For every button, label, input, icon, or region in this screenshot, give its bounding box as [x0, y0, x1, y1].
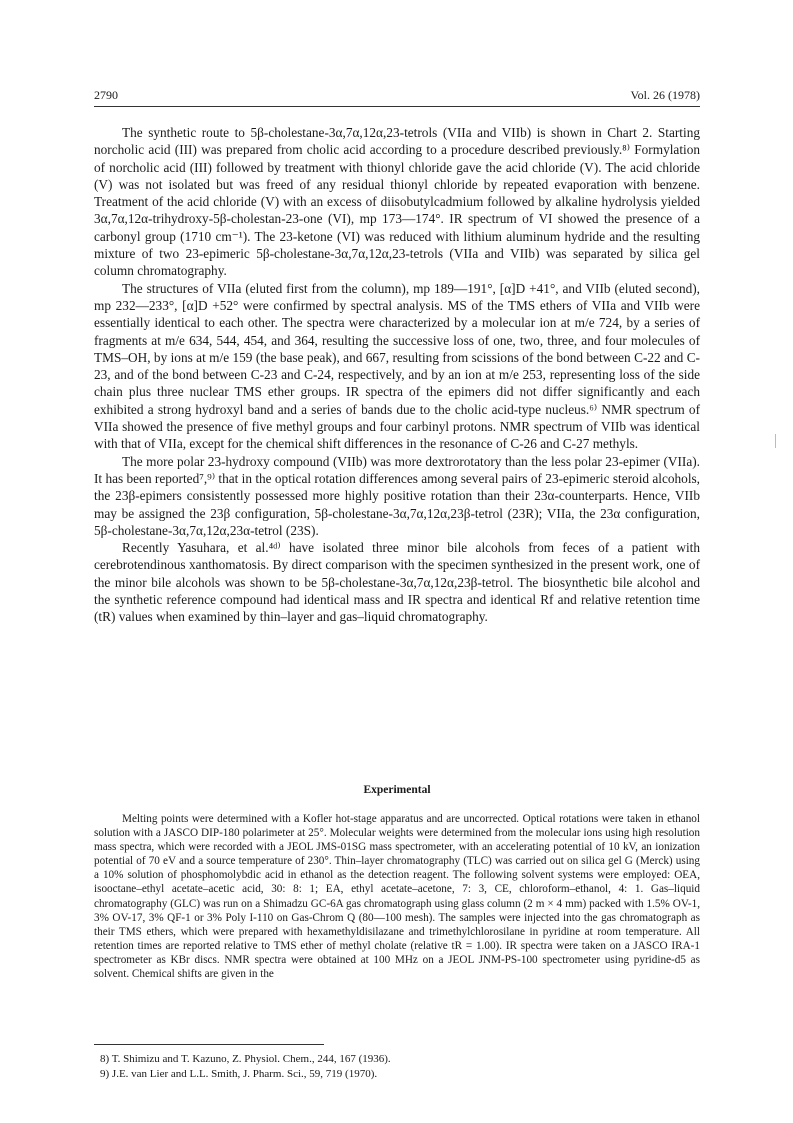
- page-number: 2790: [94, 88, 118, 102]
- paragraph-structures: The structures of VIIa (eluted first from the column), mp 189—191°, [α]D +41°, and VIIb (eluted second), mp 232—233°, [α]D +52° were confirmed by spectral analysis. MS of the TMS ethers of VIIa and VIIb were essentially identical to each other. The spectra were characterized by a molecular ion at m/e 724, by a series of fragments at m/e 634, 544, 454, and 364, resulting the successive loss of one, two, three, and four molecules of TMS–OH, by ions at m/e 159 (the base peak), and 667, resulting from scissions of the bond between C-22 and C-23, and of the bond between C-23 and C-24, respectively, and by an ion at m/e 253, representing loss of the side chain plus three nuclear TMS ether groups. IR spectra of the epimers did not differ significantly and each exhibited a strong hydroxyl band and a series of bands due to the cholic acid-type nucleus.⁶⁾ NMR spectrum of VIIa showed the presence of five methyl groups and four carbinyl protons. NMR spectrum of VIIb was identical with that of VIIa, except for the chemical shift differences in the resonance of C-26 and C-27 methyls.: [94, 280, 700, 452]
- paragraph-yasuhara: Recently Yasuhara, et al.⁴ᵈ⁾ have isolated three minor bile alcohols from feces of a patient with cerebrotendinous xanthomatosis. By direct comparison with the specimen synthesized in the present work, one of the minor bile alcohols was shown to be 5β-cholestane-3α,7α,12α,23β-tetrol. The biosynthetic bile alcohol and the synthetic reference compound had identical mass and IR spectra and identical Rf and relative retention time (tR) values when examined by thin–layer and gas–liquid chromatography.: [94, 540, 700, 625]
- header-rule: [94, 106, 700, 107]
- section-heading-experimental: Experimental: [363, 784, 431, 796]
- main-text: [94, 124, 700, 626]
- paragraph-polar-compound: The more polar 23-hydroxy compound (VIIb) was more dextrorotatory than the less polar 23-epimer (VIIa). It has been reported⁷,⁹⁾ that in the optical rotation differences among several pairs of 23-epimeric steroid alcohols, the 23β-epimers consistently possessed more highly positive rotation than their 23α-counterparts. Hence, VIIb may be assigned the 23β configuration, 5β-cholestane-3α,7α,12α,23β-tetrol (23R); VIIa, the 23α configuration, 5β-cholestane-3α,7α,12α,23α-tetrol (23S).: [94, 453, 701, 538]
- paragraph-synthetic-route: The synthetic route to 5β-cholestane-3α,7α,12α,23-tetrols (VIIa and VIIb) is shown in Chart 2. Starting norcholic acid (III) was prepared from cholic acid according to a procedure described previously.⁸⁾ Formylation of norcholic acid (III) followed by treatment with thionyl chloride gave the acid chloride (V). The acid chloride (V) was not isolated but was freed of any residual thionyl chloride by repeated evaporation with benzene. Treatment of the acid chloride (V) with an excess of diisobutylcadmium followed by alkaline hydrolysis yielded 3α,7α,12α-trihydroxy-5β-cholestan-23-one (VI), mp 173—174°. IR spectrum of VI showed the presence of a carbonyl group (1710 cm⁻¹). The 23-ketone (VI) was reduced with lithium aluminum hydride and the resulting mixture of two 23-epimeric 5β-cholestane-3α,7α,12α,23-tetrols (VIIa and VIIb) was separated by silica gel column chromatography.: [94, 125, 700, 279]
- footnote-8: 8) T. Shimizu and T. Kazuno, Z. Physiol. Chem., 244, 167 (1936).: [100, 1053, 391, 1065]
- paragraph-experimental: Melting points were determined with a Kofler hot-stage apparatus and are uncorrected. Optical rotations were taken in ethanol solution with a JASCO DIP-180 polarimeter at 25°. Molecular weights were determined from the molecular ions using high resolution mass spectra, which were recorded with a JEOL JMS-01SG mass spectrometer, with an accelerating potential of 10 kV, an ionization potential of 70 eV and a source temperature of 230°. Thin–layer chromatography (TLC) was carried out on silica gel G (Merck) using a 10% solution of phosphomolybdic acid in ethanol as the detection reagent. The following solvent systems were employed: OEA, isooctane–ethyl acetate–acetic acid, 30: 8: 1; EA, ethyl acetate–acetone, 7: 3, CE, chloroform–ethanol, 4: 1. Gas–liquid chromatography (GLC) was run on a Shimadzu GC-6A gas chromatograph using glass column (2 m × 4 mm) packed with 1.5% OV-1, 3% OV-17, 3% QF-1 or 3% Poly I-110 on Gas-Chrom Q (80—100 mesh). The samples were injected into the gas chromatograph as their TMS ethers, which were prepared with hexamethyldisilazane and trimethylchlorosilane in pyridine at room temperature. All retention times are reported relative to TMS ether of methyl cholate (relative tR = 1.00). IR spectra were taken on a JASCO IRA-1 spectrometer as KBr discs. NMR spectra were obtained at 100 MHz on a JEOL JNM-PS-100 spectrometer using pyridine-d5 as solvent. Chemical shifts are given in the: [94, 813, 700, 981]
- footnote-9: 9) J.E. van Lier and L.L. Smith, J. Pharm. Sci., 59, 719 (1970).: [100, 1068, 378, 1080]
- footnote-rule: [94, 1044, 324, 1045]
- experimental-text: [94, 812, 700, 981]
- footnotes: [100, 1052, 700, 1082]
- margin-mark: [775, 434, 776, 448]
- volume-info: Vol. 26 (1978): [630, 88, 700, 102]
